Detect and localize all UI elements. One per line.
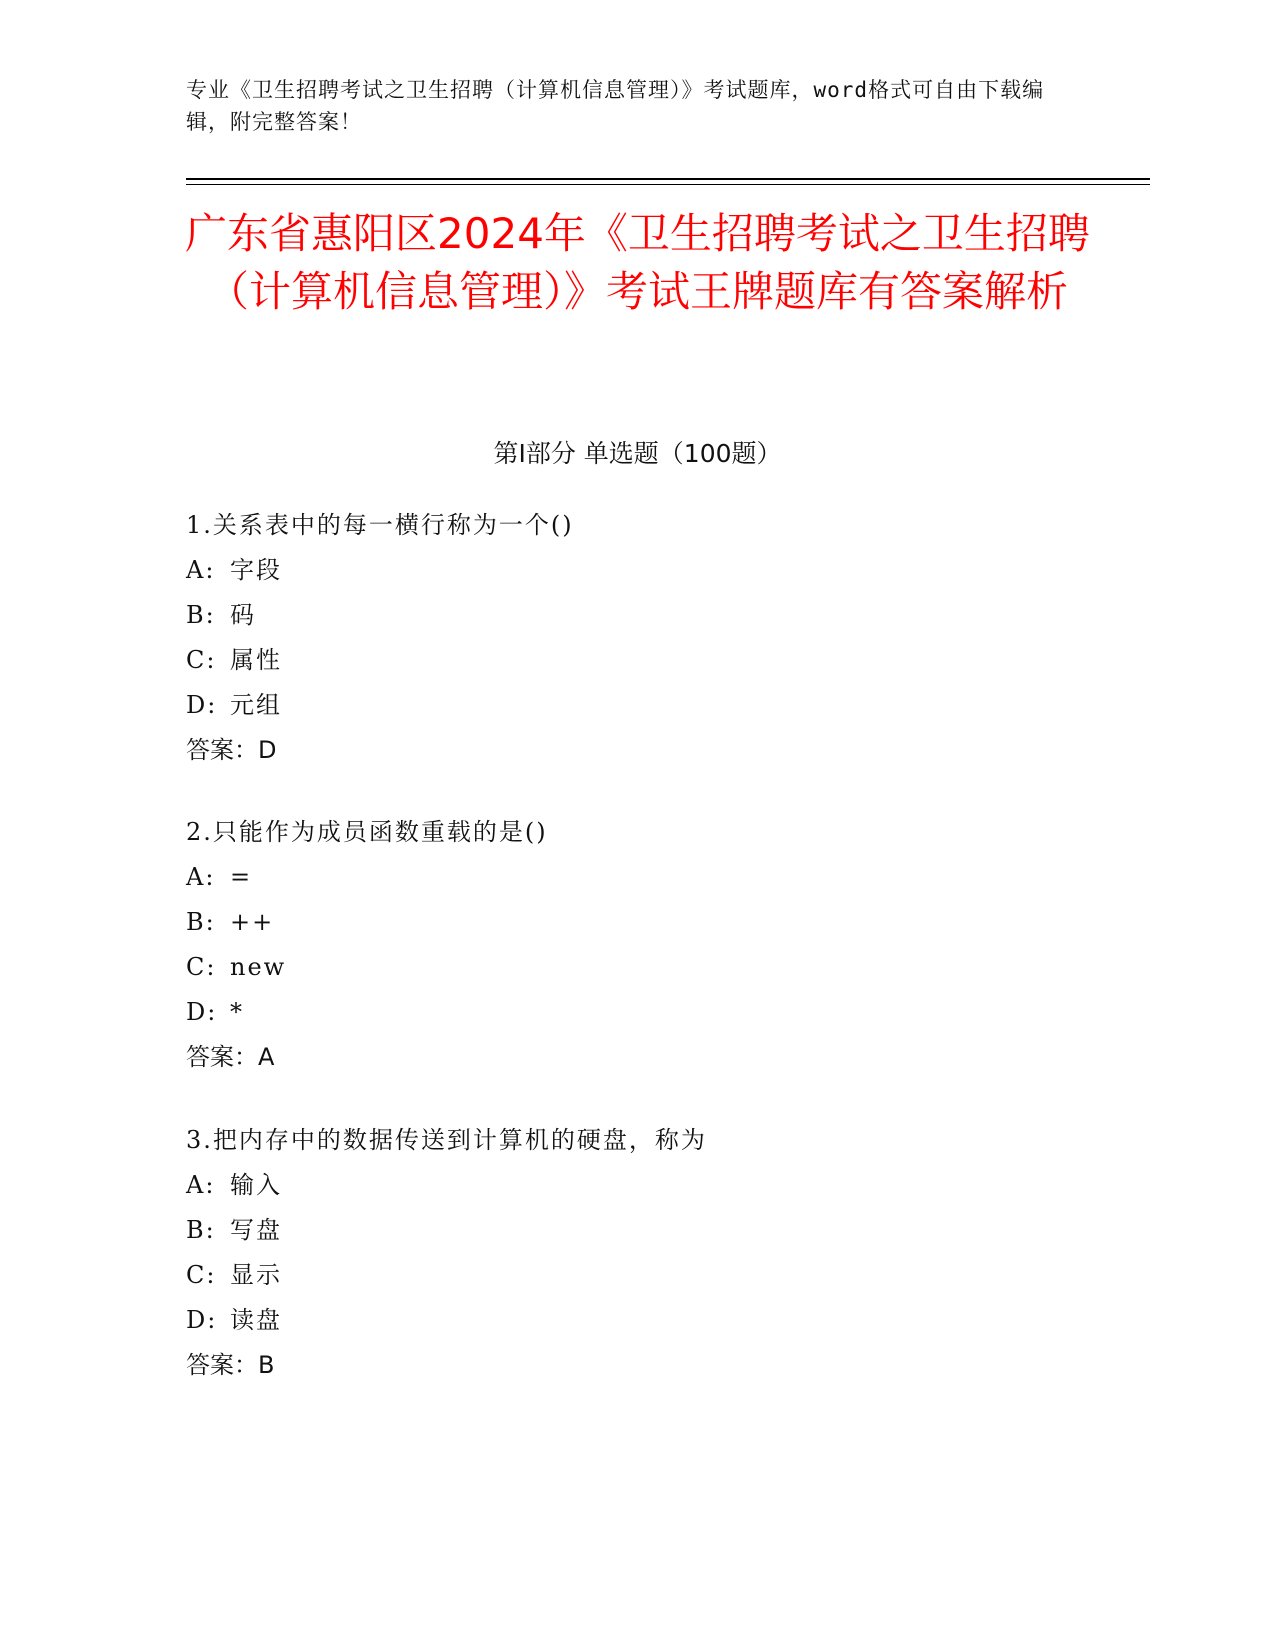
option-letter: B: [186, 1216, 216, 1244]
answer: 答案：B [186, 1351, 275, 1379]
question-3 [186, 1124, 1146, 1394]
option-letter: D: [186, 998, 218, 1026]
option-a [186, 1169, 1146, 1214]
question-stem: 2.只能作为成员函数重载的是() [186, 818, 548, 846]
section-heading: 第Ⅰ部分 单选题（100题） [493, 439, 782, 468]
option-text: 写盘 [230, 1216, 282, 1244]
answer: 答案：A [186, 1043, 275, 1071]
option-c [186, 1259, 1146, 1304]
option-letter: C: [186, 1261, 217, 1289]
header-rule-thick [186, 178, 1150, 180]
question-stem: 3.把内存中的数据传送到计算机的硬盘，称为 [186, 1126, 707, 1154]
option-text: 读盘 [230, 1306, 282, 1334]
option-b [186, 1214, 1146, 1259]
option-text: * [230, 998, 244, 1026]
document-title: 广东省惠阳区2024年《卫生招聘考试之卫生招聘（计算机信息管理）》考试王牌题库有答案解析 [185, 209, 1090, 316]
option-text: 码 [230, 601, 256, 629]
header-note: 专业《卫生招聘考试之卫生招聘（计算机信息管理）》考试题库，word格式可自由下载编辑，附完整答案！ [186, 78, 1045, 134]
question-1 [186, 509, 1146, 779]
option-c [186, 644, 1146, 689]
option-letter: B: [186, 601, 216, 629]
option-letter: A: [186, 556, 216, 584]
option-c [186, 951, 1146, 996]
option-text: 元组 [230, 691, 282, 719]
option-a [186, 554, 1146, 599]
option-letter: B: [186, 908, 216, 936]
answer: 答案：D [186, 736, 277, 764]
option-letter: A: [186, 863, 216, 891]
question-2 [186, 816, 1146, 1086]
option-d [186, 996, 1146, 1041]
option-letter: D: [186, 1306, 218, 1334]
option-text: = [230, 863, 253, 891]
option-d [186, 1304, 1146, 1349]
header-rule-thin [186, 184, 1150, 185]
option-text: 输入 [230, 1171, 282, 1199]
option-letter: C: [186, 646, 217, 674]
option-text: 显示 [230, 1261, 282, 1289]
option-text: 字段 [230, 556, 282, 584]
option-a [186, 861, 1146, 906]
option-letter: A: [186, 1171, 216, 1199]
option-d [186, 689, 1146, 734]
option-b [186, 906, 1146, 951]
question-stem: 1.关系表中的每一横行称为一个() [186, 511, 574, 539]
option-b [186, 599, 1146, 644]
option-text: ++ [230, 908, 275, 936]
option-text: new [230, 953, 287, 981]
option-letter: D: [186, 691, 218, 719]
option-letter: C: [186, 953, 217, 981]
option-text: 属性 [230, 646, 282, 674]
